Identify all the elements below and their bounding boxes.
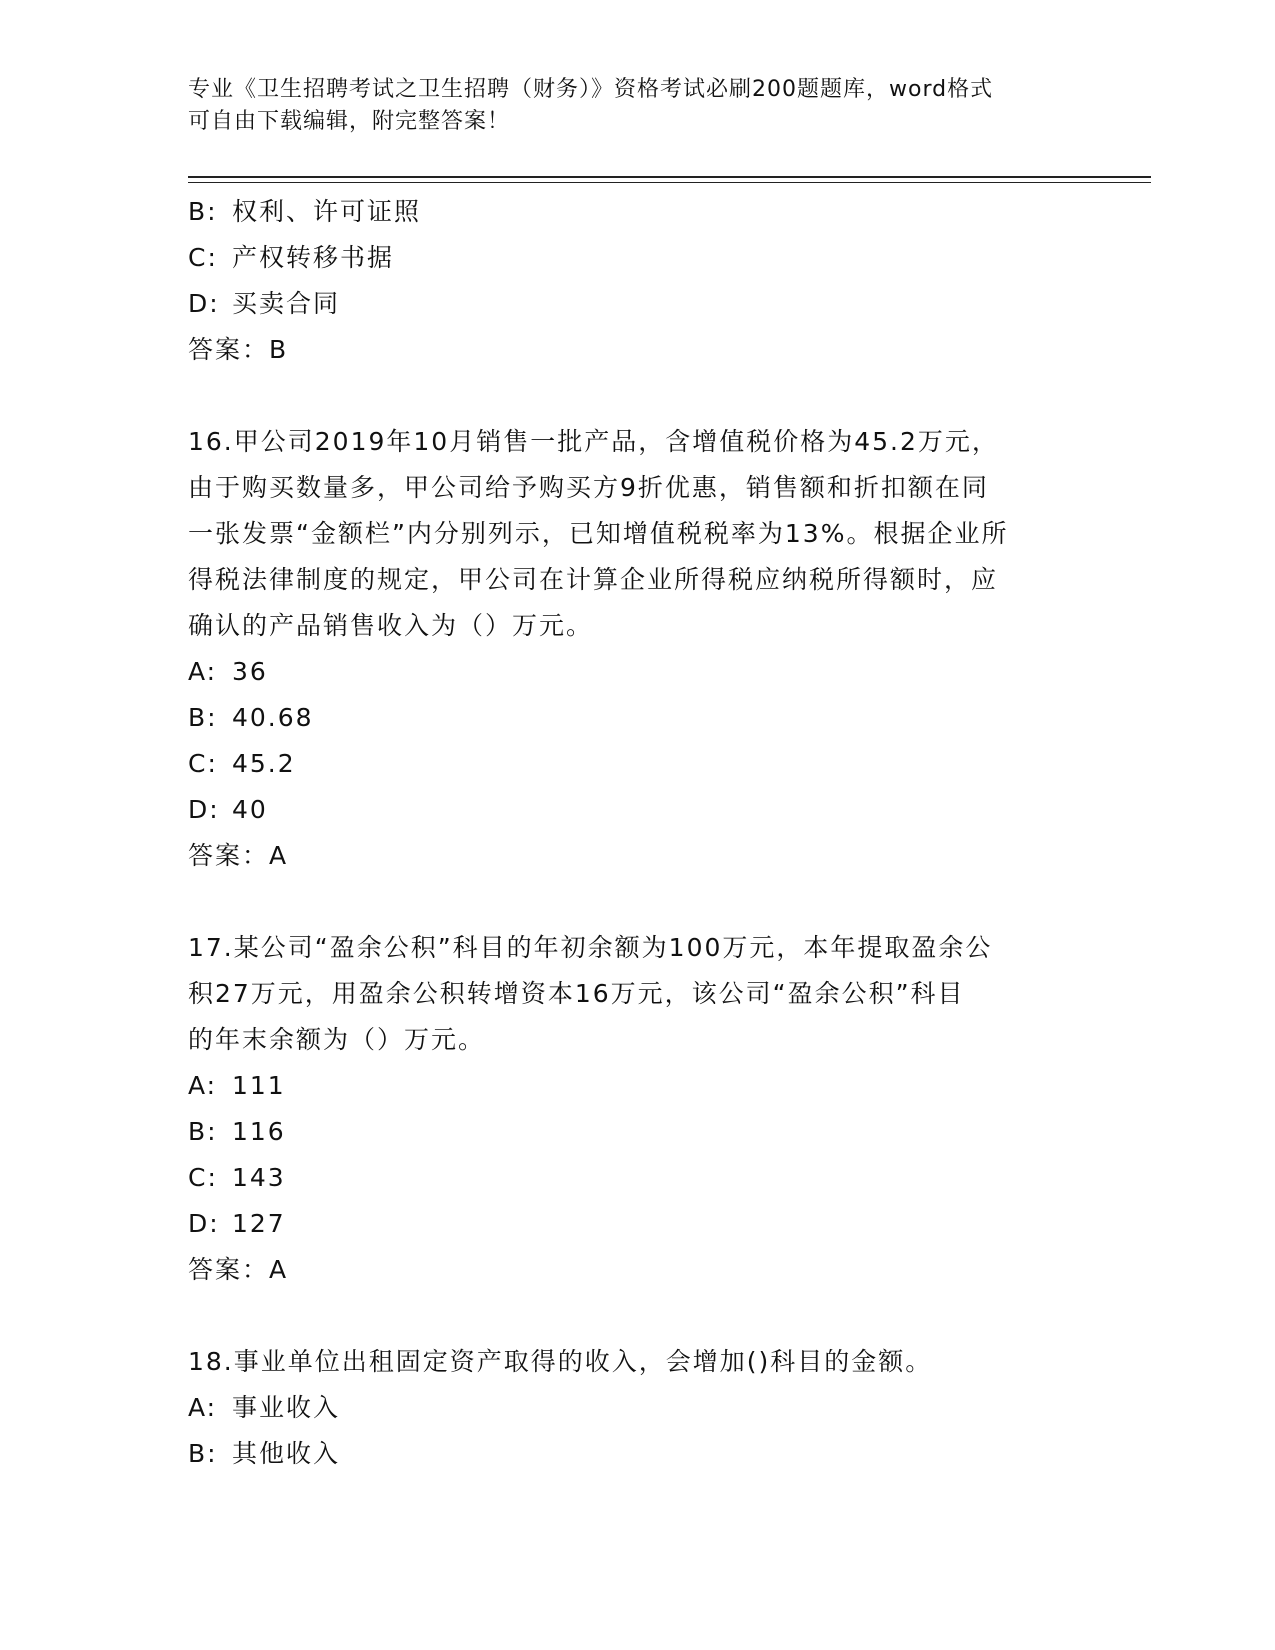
option-d: D: 40: [188, 795, 268, 824]
spacer: [188, 879, 1088, 925]
question-17: [188, 925, 1088, 1293]
option-c: C: 143: [188, 1163, 286, 1192]
option-c: C: 产权转移书据: [188, 243, 395, 272]
question-text-line: 17.某公司“盈余公积”科目的年初余额为100万元，本年提取盈余公: [188, 933, 993, 962]
answer-line: 答案：B: [188, 335, 289, 364]
spacer: [188, 1293, 1088, 1339]
question-text-line: 的年末余额为（）万元。: [188, 1025, 486, 1054]
question-text-line: 18.事业单位出租固定资产取得的收入，会增加()科目的金额。: [188, 1347, 933, 1376]
option-a: A: 111: [188, 1071, 286, 1100]
header-divider-thin: [188, 182, 1151, 183]
question-15-tail: [188, 189, 1088, 373]
option-d: D: 买卖合同: [188, 289, 341, 318]
header-line-1: 专业《卫生招聘考试之卫生招聘（财务）》资格考试必刷200题题库，word格式: [188, 77, 994, 102]
option-a: A: 事业收入: [188, 1393, 341, 1422]
option-b: B: 40.68: [188, 703, 314, 732]
option-d: D: 127: [188, 1209, 286, 1238]
question-16: [188, 419, 1088, 879]
spacer: [188, 373, 1088, 419]
answer-line: 答案：A: [188, 841, 289, 870]
option-a: A: 36: [188, 657, 268, 686]
option-c: C: 45.2: [188, 749, 296, 778]
question-text-line: 得税法律制度的规定，甲公司在计算企业所得税应纳税所得额时，应: [188, 565, 999, 594]
question-text-line: 由于购买数量多，甲公司给予购买方9折优惠，销售额和折扣额在同: [188, 473, 989, 502]
question-text-line: 一张发票“金额栏”内分别列示，已知增值税税率为13%。根据企业所: [188, 519, 1009, 548]
document-header: [188, 74, 1088, 138]
answer-line: 答案：A: [188, 1255, 289, 1284]
question-18: [188, 1339, 1088, 1477]
header-divider-thick: [188, 176, 1151, 178]
option-b: B: 其他收入: [188, 1439, 341, 1468]
document-body: [188, 189, 1088, 1477]
header-line-2: 可自由下载编辑，附完整答案！: [188, 109, 511, 134]
option-b: B: 权利、许可证照: [188, 197, 422, 226]
question-text-line: 积27万元，用盈余公积转增资本16万元，该公司“盈余公积”科目: [188, 979, 965, 1008]
question-text-line: 16.甲公司2019年10月销售一批产品，含增值税价格为45.2万元，: [188, 427, 999, 456]
option-b: B: 116: [188, 1117, 286, 1146]
question-text-line: 确认的产品销售收入为（）万元。: [188, 611, 594, 640]
